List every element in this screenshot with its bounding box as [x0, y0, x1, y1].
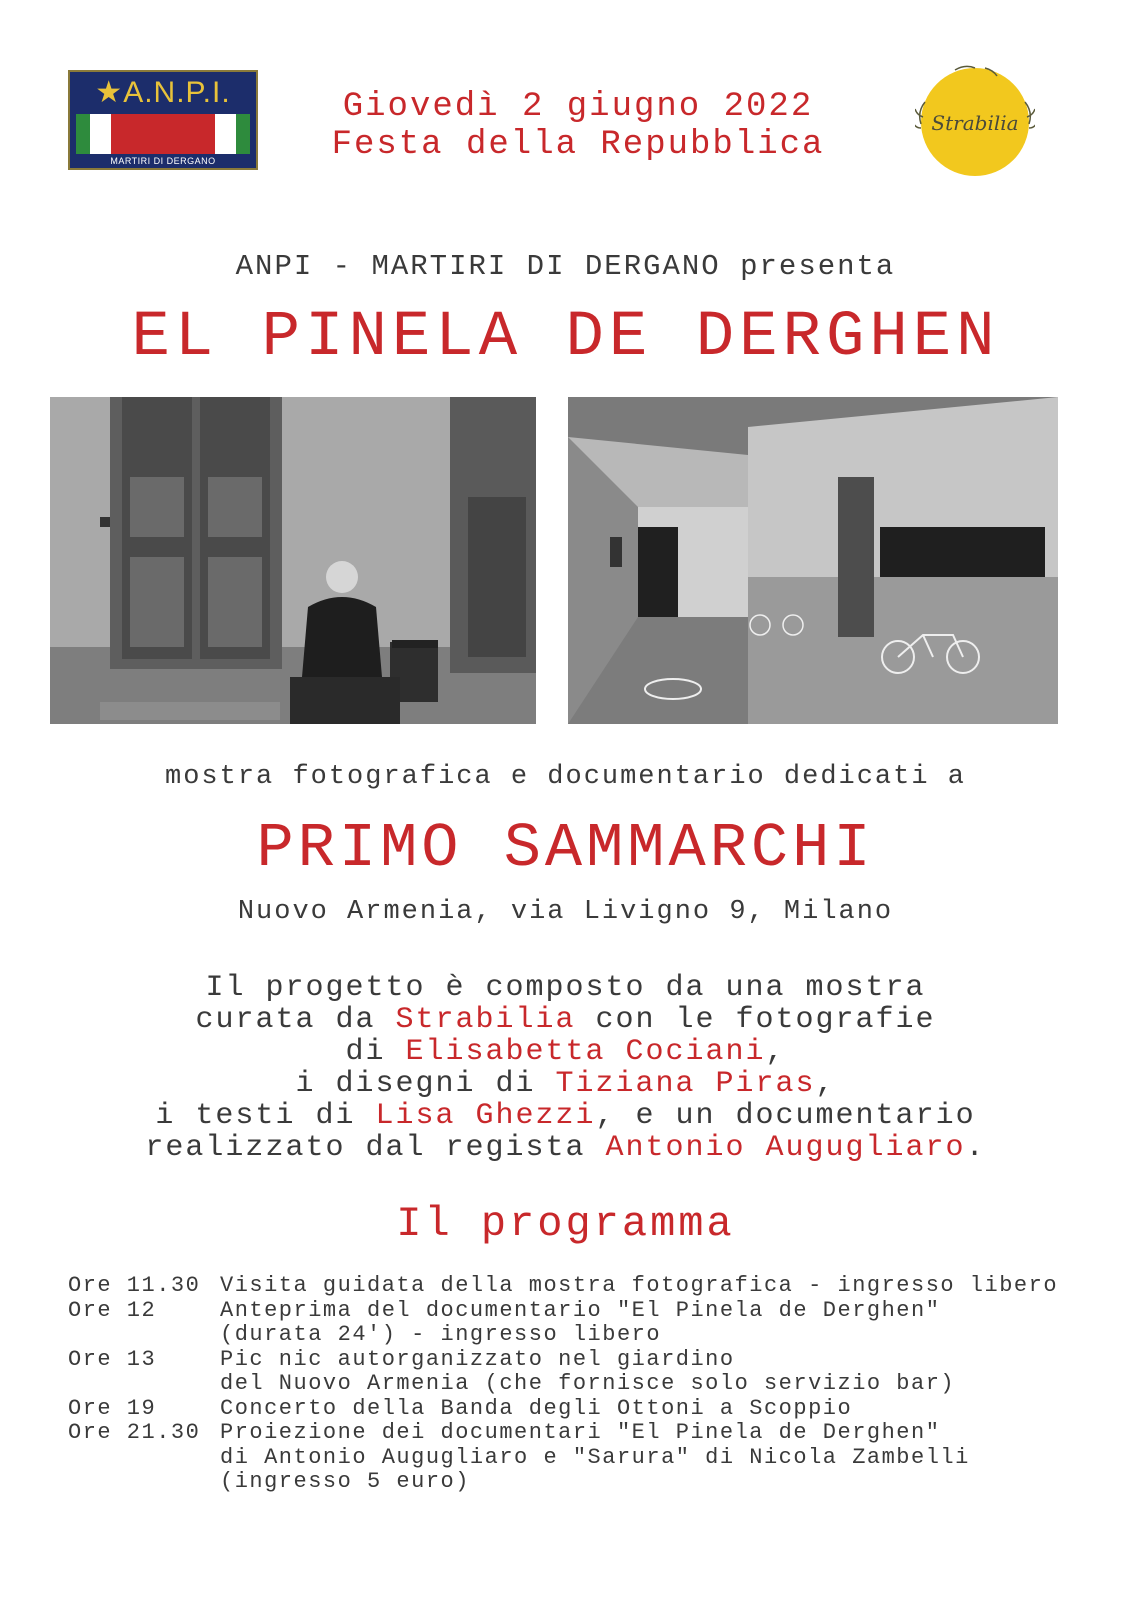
- illustrator-name: Tiziana Piras: [555, 1067, 816, 1101]
- strabilia-logo: [915, 62, 1035, 182]
- program-title: Il programma: [396, 1200, 735, 1248]
- schedule-row: [68, 1397, 1118, 1422]
- project-description: [60, 972, 1071, 1164]
- photo-courtyard-passage: [568, 397, 1058, 724]
- director-name: Antonio Augugliaro: [605, 1131, 966, 1165]
- venue-address: Nuovo Armenia, via Livigno 9, Milano: [237, 897, 894, 927]
- project-line: curata da Strabilia con le fotografie: [195, 1003, 936, 1037]
- schedule-time: Ore 19: [68, 1395, 157, 1421]
- schedule-row: [68, 1299, 1118, 1348]
- event-title: EL PINELA DE DERGHEN: [131, 302, 1000, 374]
- writer-name: Lisa Ghezzi: [375, 1099, 596, 1133]
- photographer-name: Elisabetta Cociani: [405, 1035, 766, 1069]
- schedule-time: Ore 13: [68, 1346, 157, 1372]
- honoree-name: PRIMO SAMMARCHI: [256, 813, 875, 884]
- project-line: i testi di Lisa Ghezzi, e un documentario: [155, 1099, 976, 1133]
- holiday-name: Festa della Repubblica: [331, 126, 825, 164]
- schedule-text: (durata 24') - ingresso libero: [220, 1322, 662, 1347]
- schedule-row: [68, 1274, 1118, 1299]
- project-line: Il progetto è composto da una mostra: [205, 971, 926, 1005]
- presenter-line: ANPI - MARTIRI DI DERGANO presenta: [235, 250, 896, 283]
- schedule-time: Ore 12: [68, 1297, 157, 1323]
- schedule-text: Visita guidata della mostra fotografica - ingresso libero: [220, 1273, 1059, 1298]
- schedule-text: Anteprima del documentario "El Pinela de Derghen": [220, 1297, 941, 1323]
- schedule-text: Pic nic autorganizzato nel giardino: [220, 1346, 735, 1372]
- project-line: i disegni di Tiziana Piras,: [295, 1067, 836, 1101]
- event-date: Giovedì 2 giugno 2022: [342, 88, 814, 126]
- anpi-logo: [68, 70, 258, 170]
- project-line: di Elisabetta Cociani,: [345, 1035, 786, 1069]
- schedule-text: del Nuovo Armenia (che fornisce solo servizio bar): [220, 1371, 956, 1396]
- exhibit-intro: mostra fotografica e documentario dedicati a: [165, 762, 966, 792]
- project-line: realizzato dal regista Antonio Augugliaro.: [145, 1131, 986, 1165]
- schedule-time: Ore 21.30: [68, 1420, 201, 1445]
- italian-flag-band: [76, 114, 250, 154]
- anpi-logo-name: ★A.N.P.I.: [95, 76, 231, 109]
- curator-name: Strabilia: [395, 1003, 576, 1037]
- schedule-row: [68, 1348, 1118, 1397]
- schedule-text: (ingresso 5 euro): [220, 1469, 470, 1494]
- schedule-row: [68, 1421, 1118, 1495]
- anpi-logo-subtitle: MARTIRI DI DERGANO: [110, 156, 216, 166]
- schedule-time: Ore 11.30: [68, 1273, 201, 1298]
- program-schedule: [68, 1274, 1118, 1495]
- strabilia-logo-text: Strabilia: [931, 111, 1019, 135]
- schedule-text: Concerto della Banda degli Ottoni a Scoppio: [220, 1395, 853, 1421]
- schedule-text: di Antonio Augugliaro e "Sarura" di Nicola Zambelli: [220, 1444, 970, 1470]
- schedule-text: Proiezione dei documentari "El Pinela de Derghen": [220, 1420, 941, 1445]
- photo-man-by-door: [50, 397, 536, 724]
